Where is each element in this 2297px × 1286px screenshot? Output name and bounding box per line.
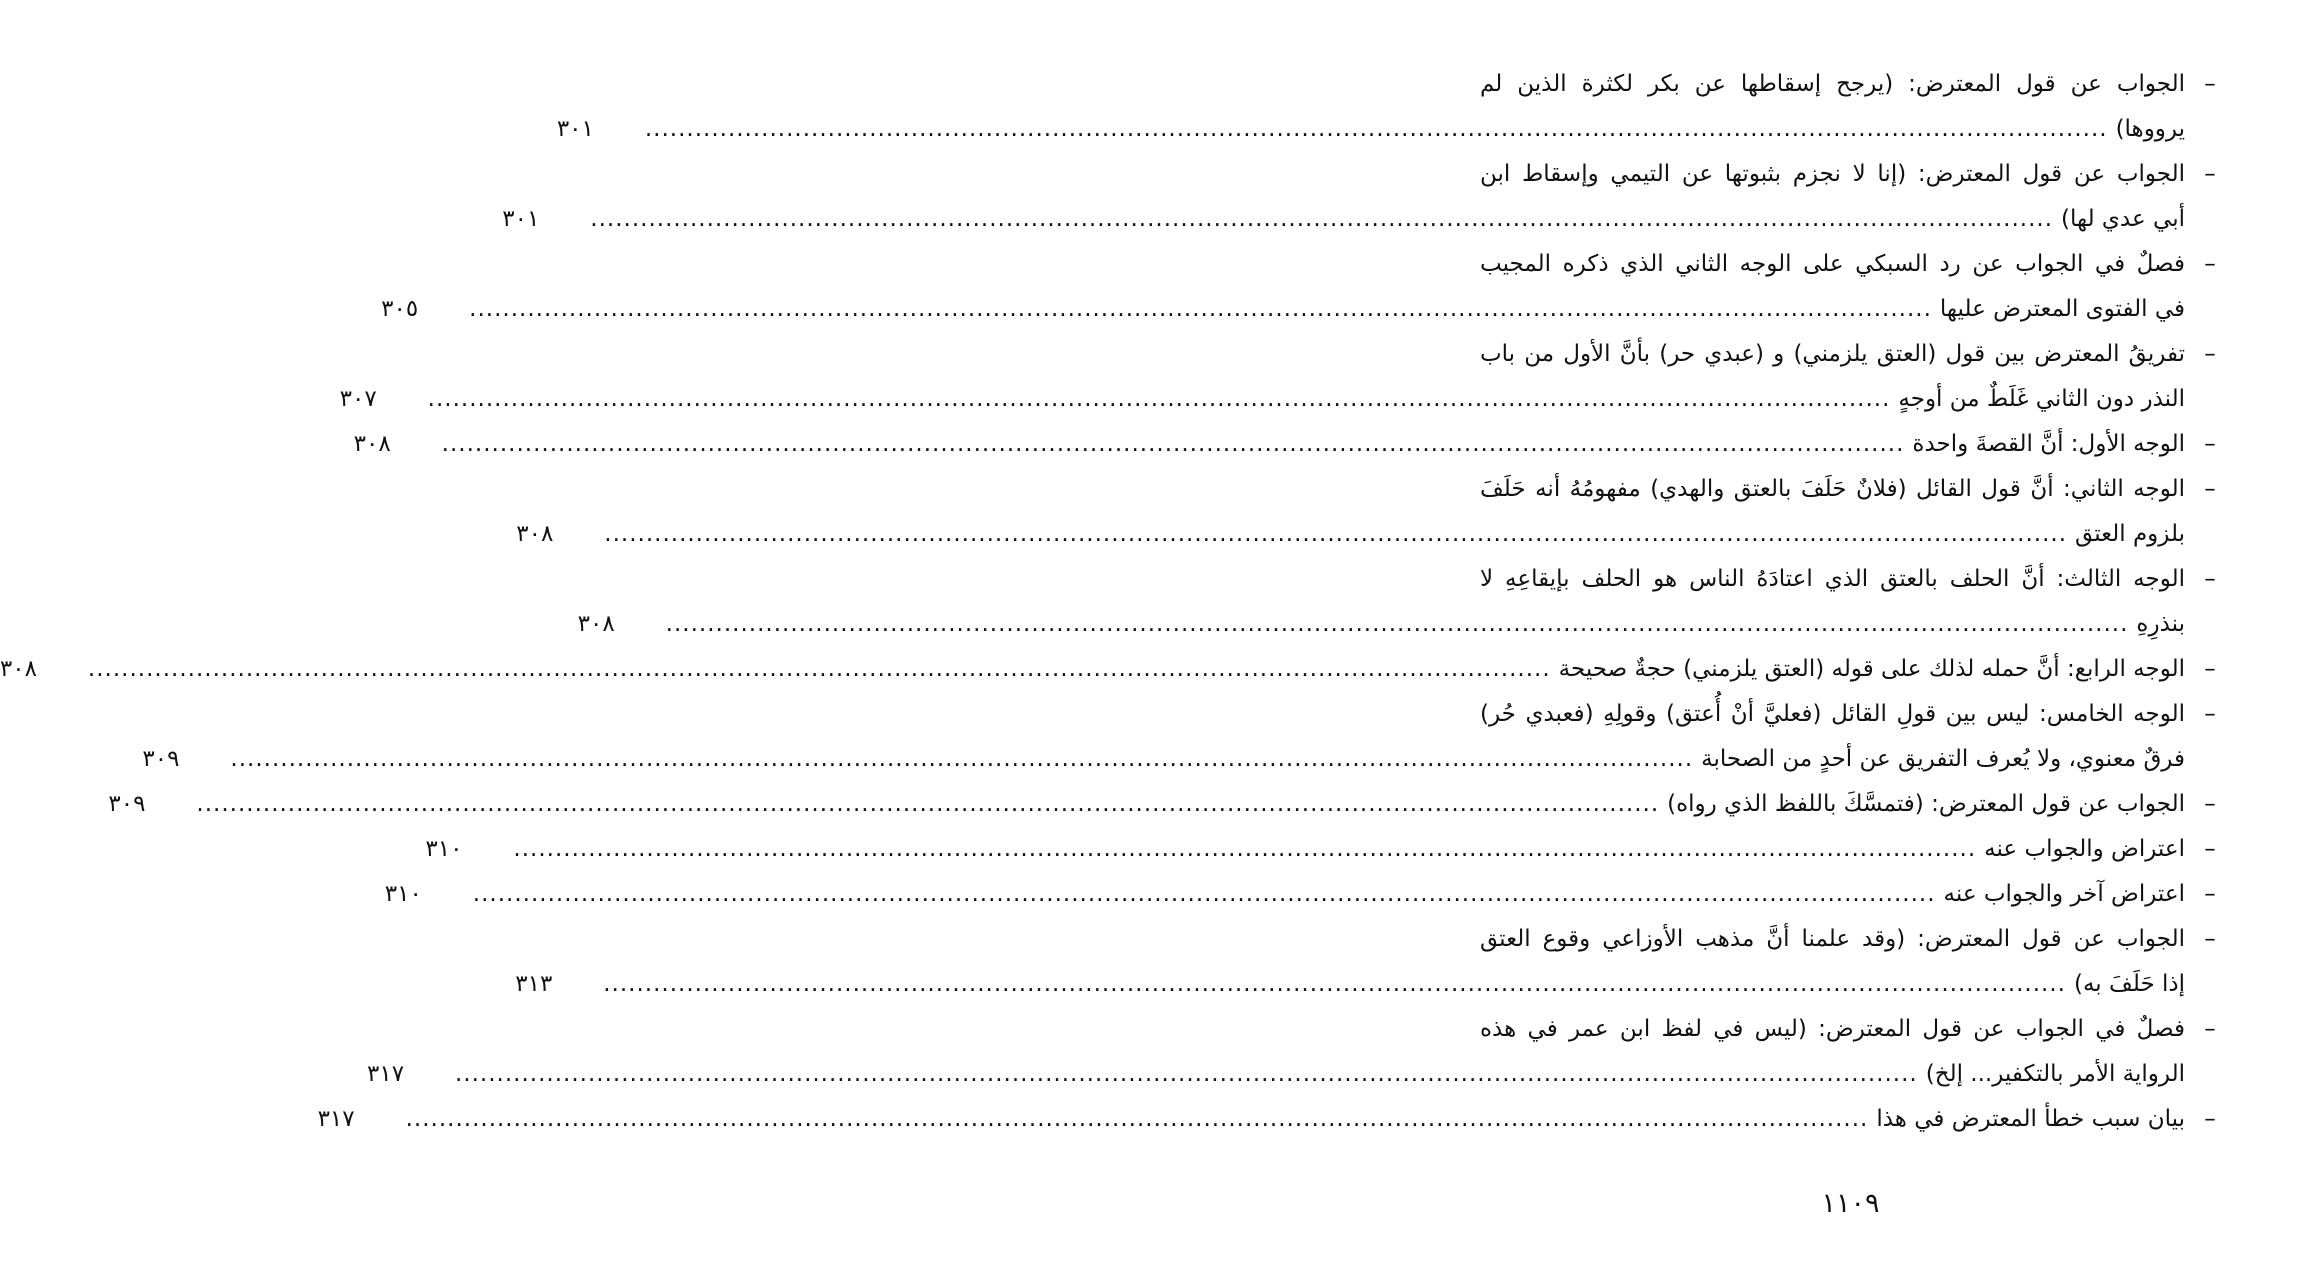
dot-leader xyxy=(603,962,2066,1007)
entry-last-line xyxy=(339,377,2185,422)
dot-leader xyxy=(196,782,1659,827)
entry-dash: – xyxy=(2204,926,2216,952)
entry-last-line xyxy=(425,827,2185,872)
entry-last-line xyxy=(381,287,2185,332)
entry-last-line xyxy=(142,737,2185,782)
entry-dash: – xyxy=(2204,701,2216,727)
entry-title-line: الوجه الخامس: ليس بين قولِ القائل (فعليَّ أنْ أُعتق) وقولِهِ (فعبدي حُر) xyxy=(1480,701,2185,727)
toc-entry xyxy=(0,647,2225,692)
entry-title-line: الجواب عن قول المعترض: (وقد علمنا أنَّ مذهب الأوزاعي وقوع العتق xyxy=(1480,926,2185,952)
entry-page-number: ٣١٣ xyxy=(515,971,553,997)
entry-title-line: أبي عدي لها) xyxy=(2061,206,2185,232)
entry-page-number: ٣٠٥ xyxy=(381,296,419,322)
entry-title-line: إذا حَلَفَ به) xyxy=(2074,971,2185,997)
entry-last-line xyxy=(502,197,2185,242)
entry-dash: – xyxy=(2204,881,2216,907)
entry-title-line: اعتراض والجواب عنه xyxy=(1984,836,2185,862)
entry-body xyxy=(425,827,2185,872)
entry-body xyxy=(367,1007,2185,1097)
entry-dash: – xyxy=(2204,71,2216,97)
entry-body xyxy=(381,242,2185,332)
dot-leader xyxy=(645,107,2108,152)
entry-title-line: فرقٌ معنوي، ولا يُعرف التفريق عن أحدٍ من الصحابة xyxy=(1701,746,2185,772)
entry-last-line xyxy=(0,647,2185,692)
entry-last-line xyxy=(108,782,2185,827)
entry-page-number: ٣٠٩ xyxy=(142,746,180,772)
entry-title-line: بنذرِهِ xyxy=(2136,611,2185,637)
entry-title-line: الوجه الأول: أنَّ القصةَ واحدة xyxy=(1912,431,2185,457)
entry-body xyxy=(384,872,2185,917)
entry-dash: – xyxy=(2204,476,2216,502)
dot-leader xyxy=(604,512,2067,557)
entry-body xyxy=(577,557,2185,647)
entry-dash: – xyxy=(2204,836,2216,862)
entry-page-number: ٣١٧ xyxy=(367,1061,405,1087)
dot-leader xyxy=(230,737,1693,782)
entry-body xyxy=(502,152,2185,242)
entry-last-line xyxy=(556,107,2185,152)
toc-entry xyxy=(317,1097,2225,1142)
dot-leader xyxy=(473,872,1936,917)
entry-page-number: ٣٠٩ xyxy=(108,791,146,817)
dot-leader xyxy=(513,827,1976,872)
dot-leader xyxy=(442,422,1905,467)
entry-title-line: بيان سبب خطأ المعترض في هذا xyxy=(1876,1106,2185,1132)
toc-entry xyxy=(142,692,2225,782)
entry-last-line xyxy=(577,602,2185,647)
toc-entry xyxy=(556,62,2225,152)
entry-title-line: بلزوم العتق xyxy=(2075,521,2185,547)
entry-body xyxy=(353,422,2185,467)
entry-title-line: الجواب عن قول المعترض: (يرجح إسقاطها عن بكر لكثرة الذين لم xyxy=(1480,71,2185,97)
entry-page-number: ٣٠٧ xyxy=(339,386,377,412)
entry-body xyxy=(516,467,2185,557)
entry-page-number: ٣٠٨ xyxy=(577,611,615,637)
entry-title-line: فصلٌ في الجواب عن رد السبكي على الوجه الثاني الذي ذكره المجيب xyxy=(1480,251,2185,277)
entry-body xyxy=(515,917,2185,1007)
entry-title-line: الوجه الثاني: أنَّ قول القائل (فلانٌ حَلَفَ بالعتق والهدي) مفهومُهُ أنه حَلَفَ xyxy=(1480,476,2185,502)
entry-dash: – xyxy=(2204,656,2216,682)
dot-leader xyxy=(428,377,1891,422)
entry-last-line xyxy=(515,962,2185,1007)
toc-entry xyxy=(425,827,2225,872)
entry-title-line: الوجه الرابع: أنَّ حمله لذلك على قوله (العتق يلزمني) حجةٌ صحيحة xyxy=(1558,656,2185,682)
toc-entry xyxy=(353,422,2225,467)
entry-body xyxy=(0,647,2185,692)
dot-leader xyxy=(590,197,2053,242)
toc-page xyxy=(0,62,2225,1142)
entry-page-number: ٣٠٨ xyxy=(516,521,554,547)
entry-body xyxy=(339,332,2185,422)
entry-body xyxy=(108,782,2185,827)
toc-entry xyxy=(108,782,2225,827)
entry-page-number: ٣٠٨ xyxy=(353,431,391,457)
entry-body xyxy=(317,1097,2185,1142)
entry-page-number: ٣١٠ xyxy=(425,836,463,862)
entry-dash: – xyxy=(2204,161,2216,187)
dot-leader xyxy=(469,287,1932,332)
entry-dash: – xyxy=(2204,251,2216,277)
toc-entry xyxy=(384,872,2225,917)
entry-last-line xyxy=(367,1052,2185,1097)
entry-page-number: ٣٠١ xyxy=(556,116,594,142)
entry-title-line: فصلٌ في الجواب عن قول المعترض: (ليس في لفظ ابن عمر في هذه xyxy=(1480,1016,2185,1042)
toc-entry xyxy=(367,1007,2225,1097)
entry-dash: – xyxy=(2204,341,2216,367)
entry-dash: – xyxy=(2204,1016,2216,1042)
toc-entry xyxy=(502,152,2225,242)
entry-page-number: ٣٠٨ xyxy=(0,656,37,682)
dot-leader xyxy=(666,602,2129,647)
entry-title-line: يرووها) xyxy=(2115,116,2185,142)
entry-page-number: ٣١٧ xyxy=(317,1106,355,1132)
entry-last-line xyxy=(317,1097,2185,1142)
entry-title-line: الوجه الثالث: أنَّ الحلف بالعتق الذي اعتادَهُ الناس هو الحلف بإيقاعِهِ لا xyxy=(1480,566,2185,592)
entry-last-line xyxy=(353,422,2185,467)
entry-last-line xyxy=(384,872,2185,917)
toc-entry xyxy=(516,467,2225,557)
entry-title-line: النذر دون الثاني غَلَطٌ من أوجهٍ xyxy=(1898,386,2185,412)
dot-leader xyxy=(455,1052,1918,1097)
entry-title-line: الجواب عن قول المعترض: (إنا لا نجزم بثبوتها عن التيمي وإسقاط ابن xyxy=(1480,161,2185,187)
entry-title-line: الجواب عن قول المعترض: (فتمسَّكَ باللفظ الذي رواه) xyxy=(1667,791,2185,817)
dot-leader xyxy=(406,1097,1869,1142)
entry-title-line: في الفتوى المعترض عليها xyxy=(1939,296,2185,322)
toc-list xyxy=(0,62,2225,1142)
entry-dash: – xyxy=(2204,1106,2216,1132)
entry-title-line: اعتراض آخر والجواب عنه xyxy=(1943,881,2185,907)
dot-leader xyxy=(88,647,1551,692)
toc-entry xyxy=(339,332,2225,422)
entry-body xyxy=(142,692,2185,782)
page-number: ١١٠٩ xyxy=(1821,1188,1880,1219)
entry-title-line: الرواية الأمر بالتكفير... إلخ) xyxy=(1925,1061,2185,1087)
entry-dash: – xyxy=(2204,791,2216,817)
entry-dash: – xyxy=(2204,566,2216,592)
entry-page-number: ٣٠١ xyxy=(502,206,540,232)
entry-title-line: تفريقُ المعترض بين قول (العتق يلزمني) و (عبدي حر) بأنَّ الأول من باب xyxy=(1480,341,2185,367)
toc-entry xyxy=(515,917,2225,1007)
toc-entry xyxy=(381,242,2225,332)
entry-body xyxy=(556,62,2185,152)
toc-entry xyxy=(577,557,2225,647)
entry-last-line xyxy=(516,512,2185,557)
entry-dash: – xyxy=(2204,431,2216,457)
entry-page-number: ٣١٠ xyxy=(384,881,422,907)
